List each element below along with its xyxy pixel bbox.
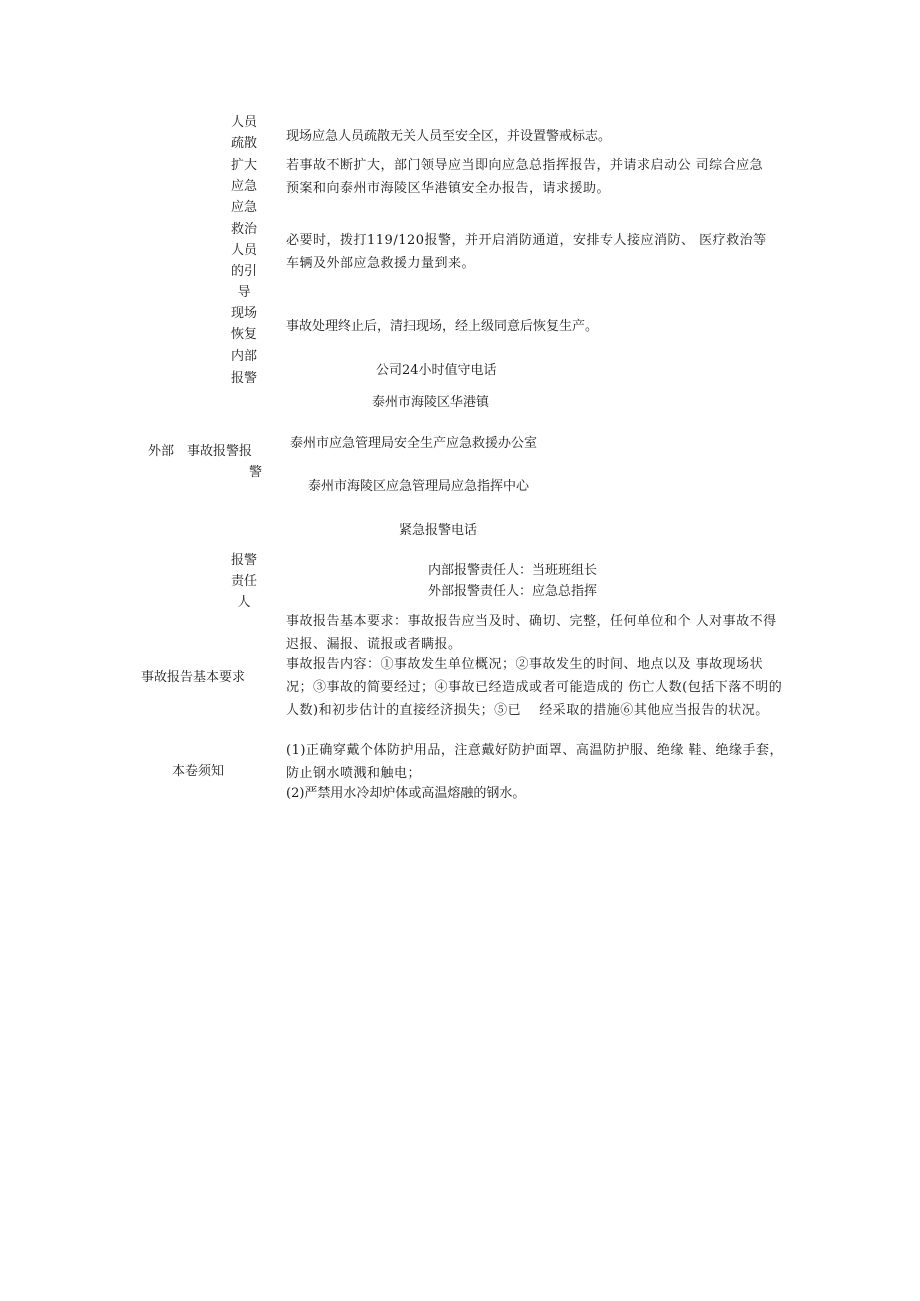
label-rescue-2: 救治	[230, 222, 257, 237]
responsible-internal: 内部报警责任人：当班班组长	[428, 563, 598, 578]
label-responsible-3: 人	[237, 595, 251, 610]
label-escalation-2: 应急	[230, 179, 257, 194]
label-internal-2: 报警	[230, 371, 257, 386]
rescue-content: 必要时，拨打119/120报警，并开启消防通道，安排专人接应消防、 医疗救治等车辆及外部应急救援力量到来。	[286, 233, 767, 271]
restore-content: 事故处理终止后，清扫现场，经上级同意后恢复生产。	[286, 319, 599, 334]
label-external-inner-1: 事故报警报	[187, 444, 253, 459]
notice-item-1: (1)正确穿戴个体防护用品，注意戴好防护面罩、高温防护服、绝缘 鞋、绝缘手套，防止钢水喷溅和触电；	[286, 743, 784, 781]
label-rescue-5: 导	[237, 285, 251, 300]
label-evacuation-1: 人员	[230, 115, 257, 130]
label-restore-1: 现场	[230, 306, 257, 321]
label-restore-2: 恢复	[230, 327, 257, 342]
label-rescue-3: 人员	[230, 243, 257, 258]
label-external-outer: 外部	[148, 444, 175, 459]
report-content-text: 事故报告内容：①事故发生单位概况；②事故发生的时间、地点以及 事故现场状况；③事故的简要经过；④事故已经造成或者可能造成的 伤亡人数(包括下落不明的人数)和初步估计的直接经济损失；⑤已 经采取的措施⑥其他应当报告的状况。	[286, 657, 783, 718]
label-rescue-1: 应急	[230, 200, 257, 215]
external-item-1: 泰州市海陵区华港镇	[372, 395, 490, 410]
label-internal-1: 内部	[230, 349, 257, 364]
label-responsible-1: 报警	[230, 553, 257, 568]
external-item-2: 泰州市应急管理局安全生产应急救援办公室	[290, 436, 538, 451]
external-item-4: 紧急报警电话	[399, 523, 478, 538]
label-notice: 本卷须知	[172, 764, 225, 779]
label-rescue-4: 的引	[230, 264, 257, 279]
label-evacuation-2: 疏散	[230, 136, 257, 151]
internal-alarm-content: 公司24小时值守电话	[376, 363, 497, 378]
responsible-external: 外部报警责任人：应急总指挥	[428, 584, 598, 599]
label-external-inner-2: 警	[249, 465, 263, 480]
report-requirement-text: 事故报告基本要求：事故报告应当及时、确切、完整，任何单位和个 人对事故不得迟报、漏报、谎报或者瞒报。	[286, 614, 777, 652]
escalation-content: 若事故不断扩大，部门领导应当即向应急总指挥报告，并请求启动公 司综合应急预案和向泰州市海陵区华港镇安全办报告，请求援助。	[286, 158, 764, 196]
notice-item-2: (2)严禁用水冷却炉体或高温熔融的钢水。	[286, 786, 526, 801]
external-item-3: 泰州市海陵区应急管理局应急指挥中心	[308, 479, 530, 494]
label-responsible-2: 责任	[230, 574, 257, 589]
label-escalation-1: 扩大	[230, 158, 257, 173]
label-report-requirements: 事故报告基本要求	[141, 670, 246, 685]
evacuation-content: 现场应急人员疏散无关人员至安全区，并设置警戒标志。	[286, 129, 612, 144]
